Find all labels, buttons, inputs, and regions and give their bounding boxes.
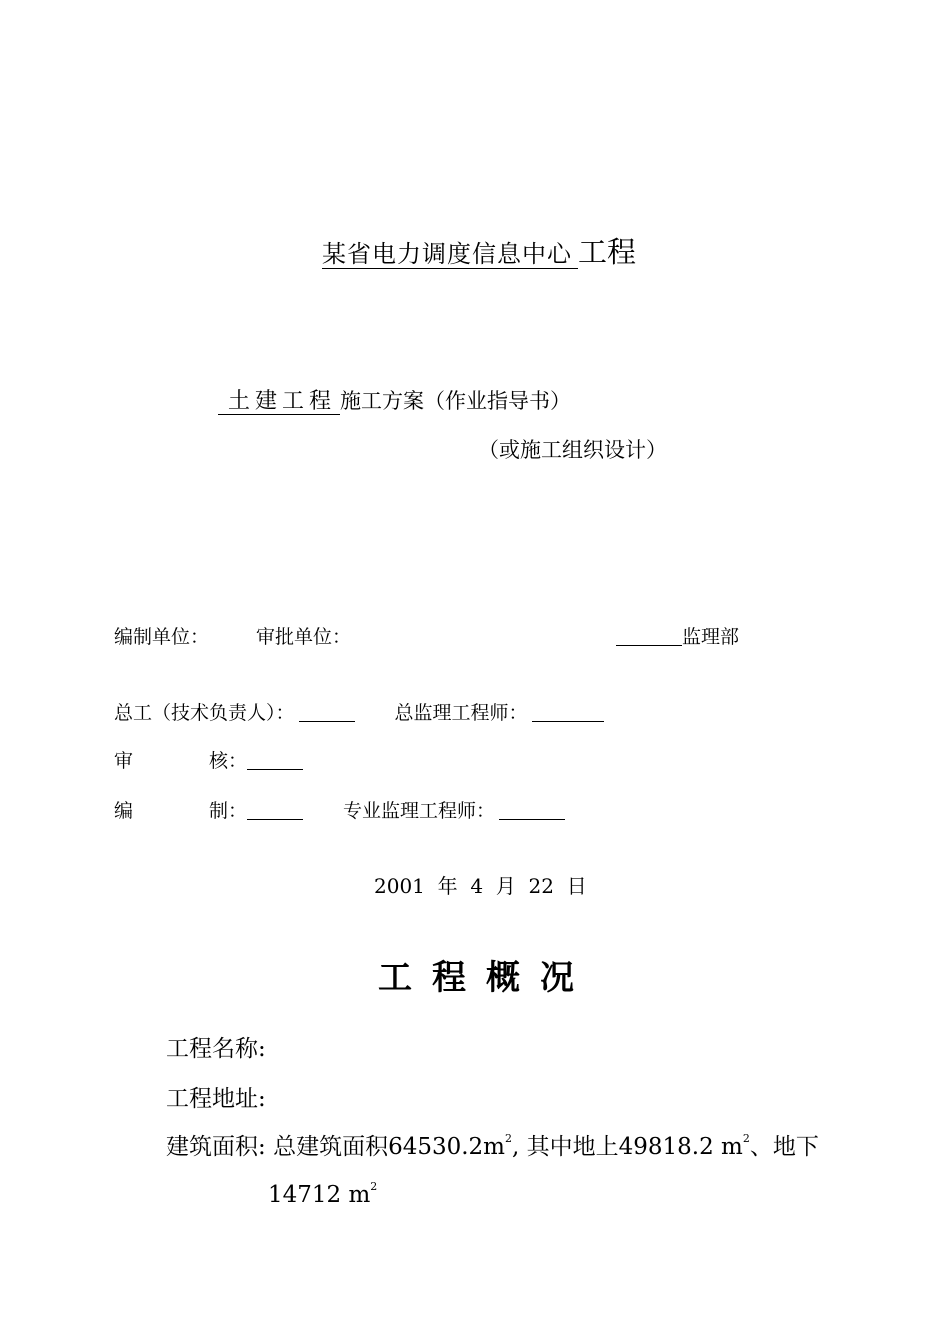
project-title [322,230,636,271]
chief-engineer-label: 总工（技术负责人）： [114,702,295,724]
compile-label-b: 制： [209,800,248,822]
plan-title [218,384,571,415]
chief-supervisor-label: 总监理工程师： [394,702,528,724]
area-total: 64530.2m [388,1134,505,1160]
area-text-3: 、地下 [749,1134,819,1160]
chief-engineer-blank [299,703,355,722]
compile-blank [247,801,303,820]
project-name: 某省电力调度信息中心 [322,240,578,269]
area-label: 建筑面积: [166,1134,266,1160]
supervision-dept-label: 监理部 [682,626,740,648]
chief-engineer-row [114,698,604,725]
area-above-sup: 2 [742,1132,750,1145]
area-text-2: , 其中地上 [511,1134,619,1160]
review-row [114,746,303,773]
date-day-unit: 日 [566,874,587,898]
overview-heading: 工程概况 [378,958,594,998]
compile-row [114,796,565,823]
compile-label-a: 编 [114,800,134,822]
project-name-field: 工程名称: [166,1036,266,1062]
area-below-sup: 2 [370,1180,378,1193]
date-month: 4 [470,874,484,898]
area-above: 49818.2 m [618,1134,743,1160]
date-day: 22 [528,874,554,898]
approve-unit-label: 审批单位： [256,626,352,648]
project-address-field: 工程地址: [166,1086,266,1112]
supervision-dept-blank [616,627,682,646]
specialty-supervisor-label: 专业监理工程师： [343,800,496,822]
review-blank [247,751,303,770]
specialty-name: 土建工程 [218,389,340,415]
date-line [374,870,587,899]
building-area-below [268,1180,377,1208]
plan-title-text: 施工方案（作业指导书） [340,389,572,413]
plan-subtitle: （或施工组织设计） [478,438,667,462]
area-below: 14712 m [268,1182,371,1208]
chief-supervisor-blank [532,703,604,722]
date-year: 2001 [374,874,425,898]
supervision-dept [616,622,739,649]
review-label-b: 核： [209,750,248,772]
compile-unit-label: 编制单位： [114,626,210,648]
review-label-a: 审 [114,750,134,772]
organization-row [114,622,754,649]
area-total-sup: 2 [504,1132,512,1145]
project-suffix: 工程 [578,235,637,269]
area-text-1: 总建筑面积 [273,1134,389,1160]
building-area-field [166,1128,819,1161]
specialty-supervisor-blank [499,801,565,820]
date-month-unit: 月 [495,874,516,898]
date-year-unit: 年 [437,874,458,898]
